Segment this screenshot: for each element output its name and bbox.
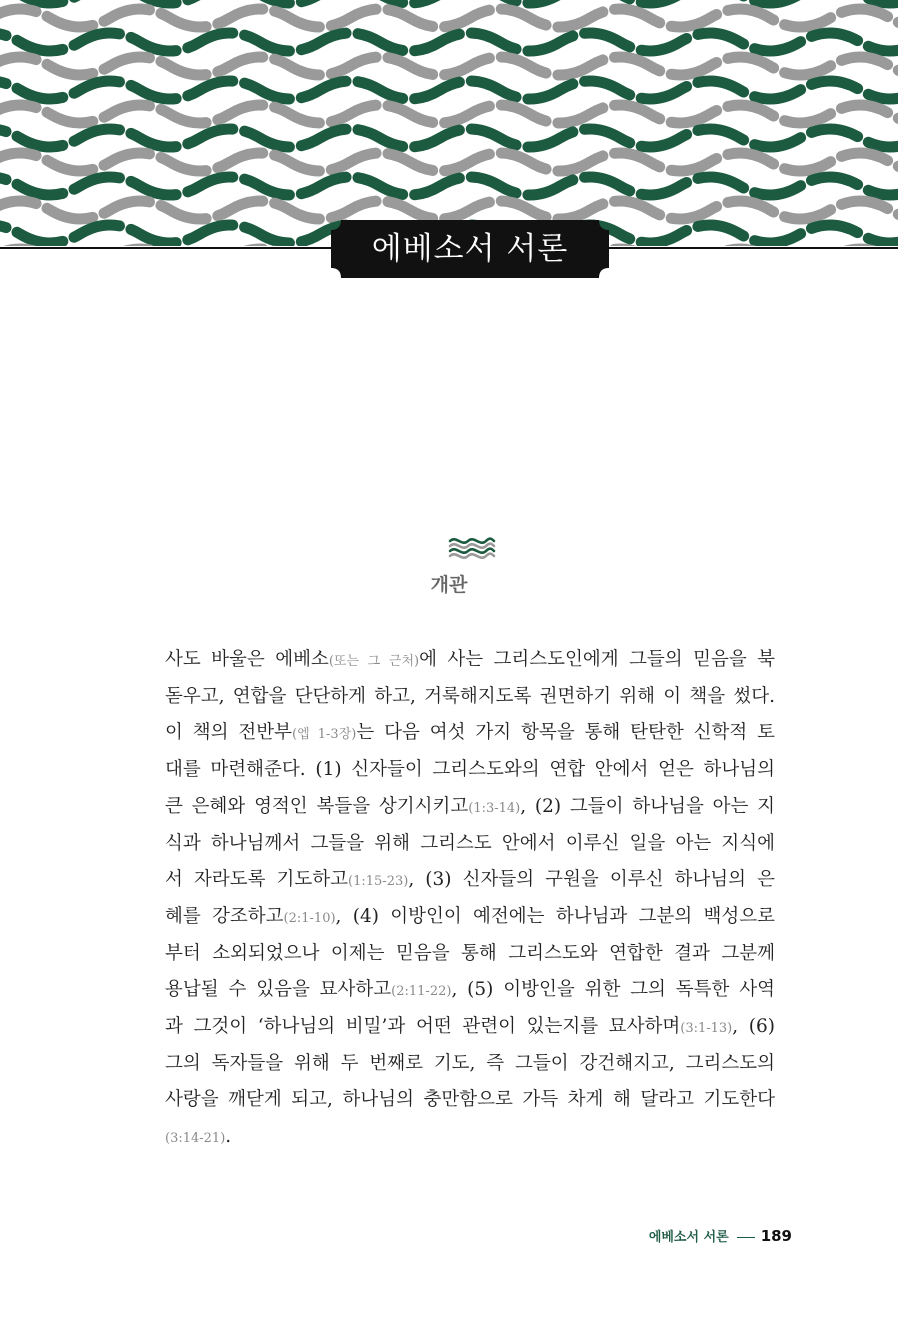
scripture-reference: (3:1-13) <box>680 1021 733 1036</box>
chapter-title-box <box>331 220 609 278</box>
paragraph-text: 서 자라도록 기도하고 <box>165 869 349 891</box>
paragraph-line <box>165 899 775 935</box>
scripture-reference: (또는 그 근처) <box>328 654 420 669</box>
paragraph-text: 에 사는 그리스도인에게 그들의 믿음을 북 <box>419 649 775 670</box>
scripture-reference: (1:15-23) <box>348 874 409 890</box>
wave-stripe <box>0 33 898 51</box>
paragraph-text: , (2) 그들이 하나님을 아는 지 <box>520 795 776 817</box>
header-wave-pattern <box>0 0 898 250</box>
paragraph-text: , (6) <box>732 1016 775 1037</box>
paragraph-line <box>165 752 775 788</box>
paragraph-text: , (5) 이방인을 위한 그의 독특한 사역 <box>451 979 775 1001</box>
paragraph-text: , (3) 신자들의 구원을 이루신 하나님의 은 <box>408 869 776 891</box>
paragraph-line <box>165 642 775 678</box>
wave-stripe <box>0 153 898 171</box>
wave-stripe <box>0 201 898 219</box>
scripture-reference: (2:1-10) <box>283 910 336 926</box>
paragraph-line <box>165 1082 775 1118</box>
scripture-reference: (2:11-22) <box>391 984 452 1000</box>
wave-stack-icon <box>448 535 496 561</box>
wave-stripe <box>0 9 898 27</box>
page-footer <box>649 1226 792 1245</box>
paragraph-text: 사랑을 깨닫게 되고, 하나님의 충만함으로 가득 차게 해 달라고 기도한다 <box>165 1089 775 1111</box>
paragraph-line <box>165 789 775 825</box>
wave-stripe <box>0 129 898 147</box>
paragraph-text: 용납될 수 있음을 묘사하고 <box>165 979 392 1001</box>
paragraph-text: 돋우고, 연합을 단단하게 하고, 거룩해지도록 권면하기 위해 이 책을 썼다. <box>165 685 775 707</box>
paragraph-line <box>165 862 775 898</box>
paragraph-text: 사도 바울은 에베소 <box>165 649 329 670</box>
paragraph-line <box>165 1009 775 1045</box>
wave-stripe <box>0 57 898 75</box>
paragraph-line <box>165 826 775 862</box>
scripture-reference: (3:14-21) <box>165 1131 226 1147</box>
paragraph-text: 부터 소외되었으나 이제는 믿음을 통해 그리스도와 연합한 결과 그분께 <box>165 942 775 964</box>
chapter-title: 에베소서 서론 <box>371 231 569 267</box>
scripture-reference: (1:3-14) <box>468 800 521 816</box>
section-heading: 개관 <box>430 574 468 596</box>
paragraph-text: 큰 은혜와 영적인 복들을 상기시키고 <box>165 795 469 817</box>
wave-stripe <box>0 105 898 123</box>
paragraph-line <box>165 1046 775 1082</box>
paragraph-line <box>165 715 775 751</box>
wave-stripe <box>0 0 898 3</box>
footer-rule <box>737 1237 755 1238</box>
paragraph-text: 혜를 강조하고 <box>165 905 284 927</box>
paragraph-text: 그의 독자들을 위해 두 번째로 기도, 즉 그들이 강건해지고, 그리스도의 <box>165 1052 775 1074</box>
wave-stripe <box>0 81 898 99</box>
paragraph-line <box>165 679 775 715</box>
running-title: 에베소서 서론 <box>648 1230 729 1245</box>
wave-stripe <box>0 177 898 195</box>
paragraph-text: 대를 마련해준다. (1) 신자들이 그리스도와의 연합 안에서 얻은 하나님의 <box>165 759 775 781</box>
page-number: 189 <box>760 1227 792 1245</box>
paragraph-text: 식과 하나님께서 그들을 위해 그리스도 안에서 이루신 일을 아는 지식에 <box>165 832 775 854</box>
paragraph-text: 는 다음 여섯 가지 항목을 통해 탄탄한 신학적 토 <box>356 722 775 744</box>
scripture-reference: (엡 1-3장) <box>292 727 357 743</box>
paragraph-line <box>165 972 775 1008</box>
paragraph-text: . <box>225 1126 232 1148</box>
paragraph-line <box>165 1119 775 1155</box>
paragraph-text: , (4) 이방인이 예전에는 하나님과 그분의 백성으로 <box>335 905 776 927</box>
paragraph-text: 이 책의 전반부 <box>165 722 292 744</box>
paragraph-text: 과 그것이 ‘하나님의 비밀’과 어떤 관련이 있는지를 묘사하며 <box>165 1016 681 1037</box>
paragraph-line <box>165 936 775 972</box>
